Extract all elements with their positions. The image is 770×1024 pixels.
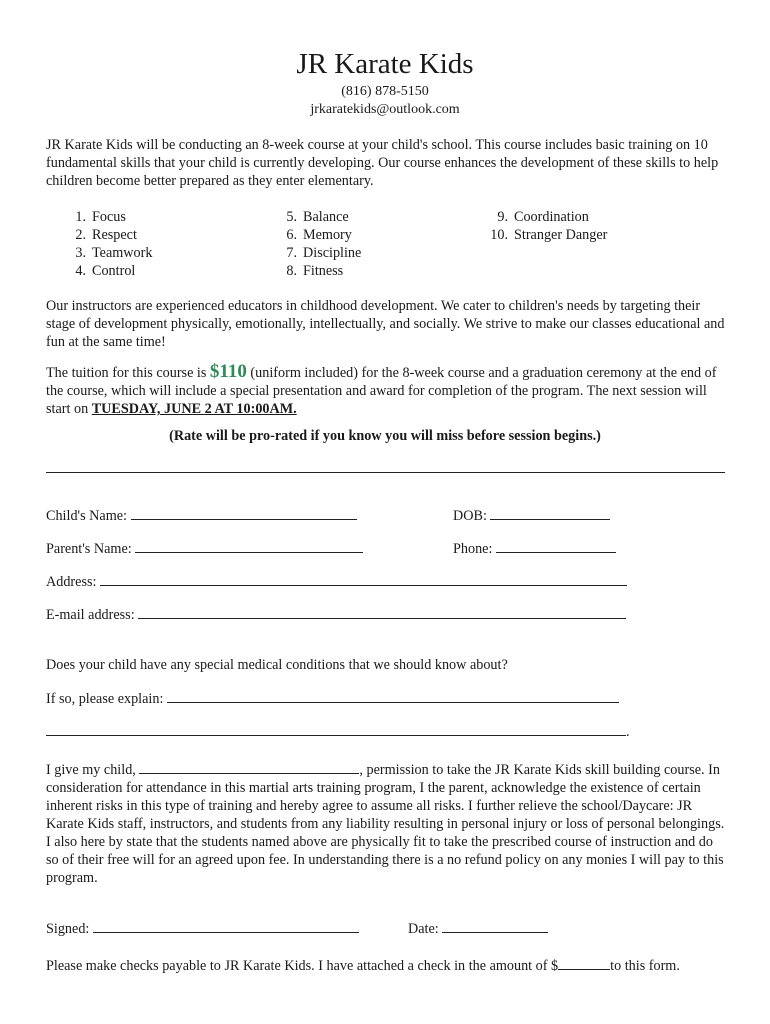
instructors-paragraph: Our instructors are experienced educators in childhood development. We cater to children's needs by targeting their stage of development physically, emotionally, intellectually, and socially. We strive to make our classes educational and fun at the same time! [46,298,725,350]
list-item: 7. Discipline [286,245,362,261]
tuition-price: $110 [209,361,247,382]
date-field[interactable] [408,918,548,938]
list-item: 9. Coordination [497,209,589,225]
child-name-input-line[interactable] [131,505,357,520]
address-input-line[interactable] [100,571,627,586]
address-field[interactable] [46,571,627,591]
skills-list-column-2 [275,208,361,280]
skills-list-column-3 [486,208,607,244]
explain-continued-field[interactable]: . [46,721,630,741]
signature-field[interactable] [46,918,359,938]
dob-field[interactable] [453,505,610,525]
list-item: 5. Balance [286,209,349,225]
list-item: 1. Focus [75,209,126,225]
phone-field[interactable] [453,538,616,558]
email-input-line[interactable] [138,604,626,619]
signed-label: Signed: [46,921,90,937]
child-name-consent-line[interactable] [139,759,359,774]
contact-email: jrkaratekids@outlook.com [310,102,460,117]
section-divider [46,472,725,473]
list-item: 2. Respect [75,227,137,243]
consent-paragraph: I give my child, , permission to take the JR Karate Kids skill building course. In consideration for attendance in this martial arts training program, I the parent, acknowledge the existence of certain inherent risks in this type of training and hereby agree to assume all risks. I further relieve the school/Daycare: JR Karate Kids staff, instructors, and students from any liability resulting in personal injury or loss of personal belongings. I also here by state that the students named above are physically fit to take the prescribed course of instruction and do so of their free will for an agreed upon fee. In understanding there is a no refund policy on any monies I will pay to this program. [46,759,726,887]
list-item: 4. Control [75,263,136,279]
parent-name-label: Parent's Name: [46,541,132,557]
explain-input-line[interactable] [167,688,619,703]
dob-label: DOB: [453,508,487,524]
explain-input-line-2[interactable] [46,721,626,736]
explain-label: If so, please explain: [46,691,164,707]
rate-note: (Rate will be pro-rated if you know you will miss before session begins.) [169,428,601,444]
address-label: Address: [46,574,97,590]
child-name-label: Child's Name: [46,508,127,524]
parent-name-field[interactable] [46,538,363,558]
date-label: Date: [408,921,439,937]
contact-phone: (816) 878-5150 [341,84,429,99]
phone-input-line[interactable] [496,538,616,553]
list-item: 6. Memory [286,227,352,243]
email-field[interactable] [46,604,626,624]
list-item: 3. Teamwork [75,245,153,261]
explain-field[interactable] [46,688,619,708]
intro-paragraph: JR Karate Kids will be conducting an 8-week course at your child's school. This course includes basic training on 10 fundamental skills that your child is currently developing. Our course enhances the development of these skills to help children become better prepared as they enter elementary. [46,137,719,189]
list-item: 10. Stranger Danger [490,227,608,243]
check-amount-input-line[interactable] [558,955,610,970]
child-name-field[interactable] [46,505,357,525]
skills-list-column-1 [64,208,152,280]
dob-input-line[interactable] [490,505,610,520]
email-label: E-mail address: [46,607,135,623]
parent-name-input-line[interactable] [135,538,363,553]
date-input-line[interactable] [442,918,548,933]
signature-input-line[interactable] [93,918,359,933]
session-start-date: TUESDAY, JUNE 2 AT 10:00AM. [91,401,297,417]
page-title: JR Karate Kids [296,48,474,80]
medical-question: Does your child have any special medical conditions that we should know about? [46,657,508,673]
payment-line: Please make checks payable to JR Karate Kids. I have attached a check in the amount of $ to this form. [46,955,680,975]
phone-label: Phone: [453,541,493,557]
tuition-paragraph: The tuition for this course is $110 (uniform included) for the 8-week course and a graduation ceremony at the end of the course, which will include a special presentation and award for completion of the program. The next session will start on TUESDAY, JUNE 2 AT 10:00AM. [46,361,717,417]
list-item: 8. Fitness [286,263,344,279]
